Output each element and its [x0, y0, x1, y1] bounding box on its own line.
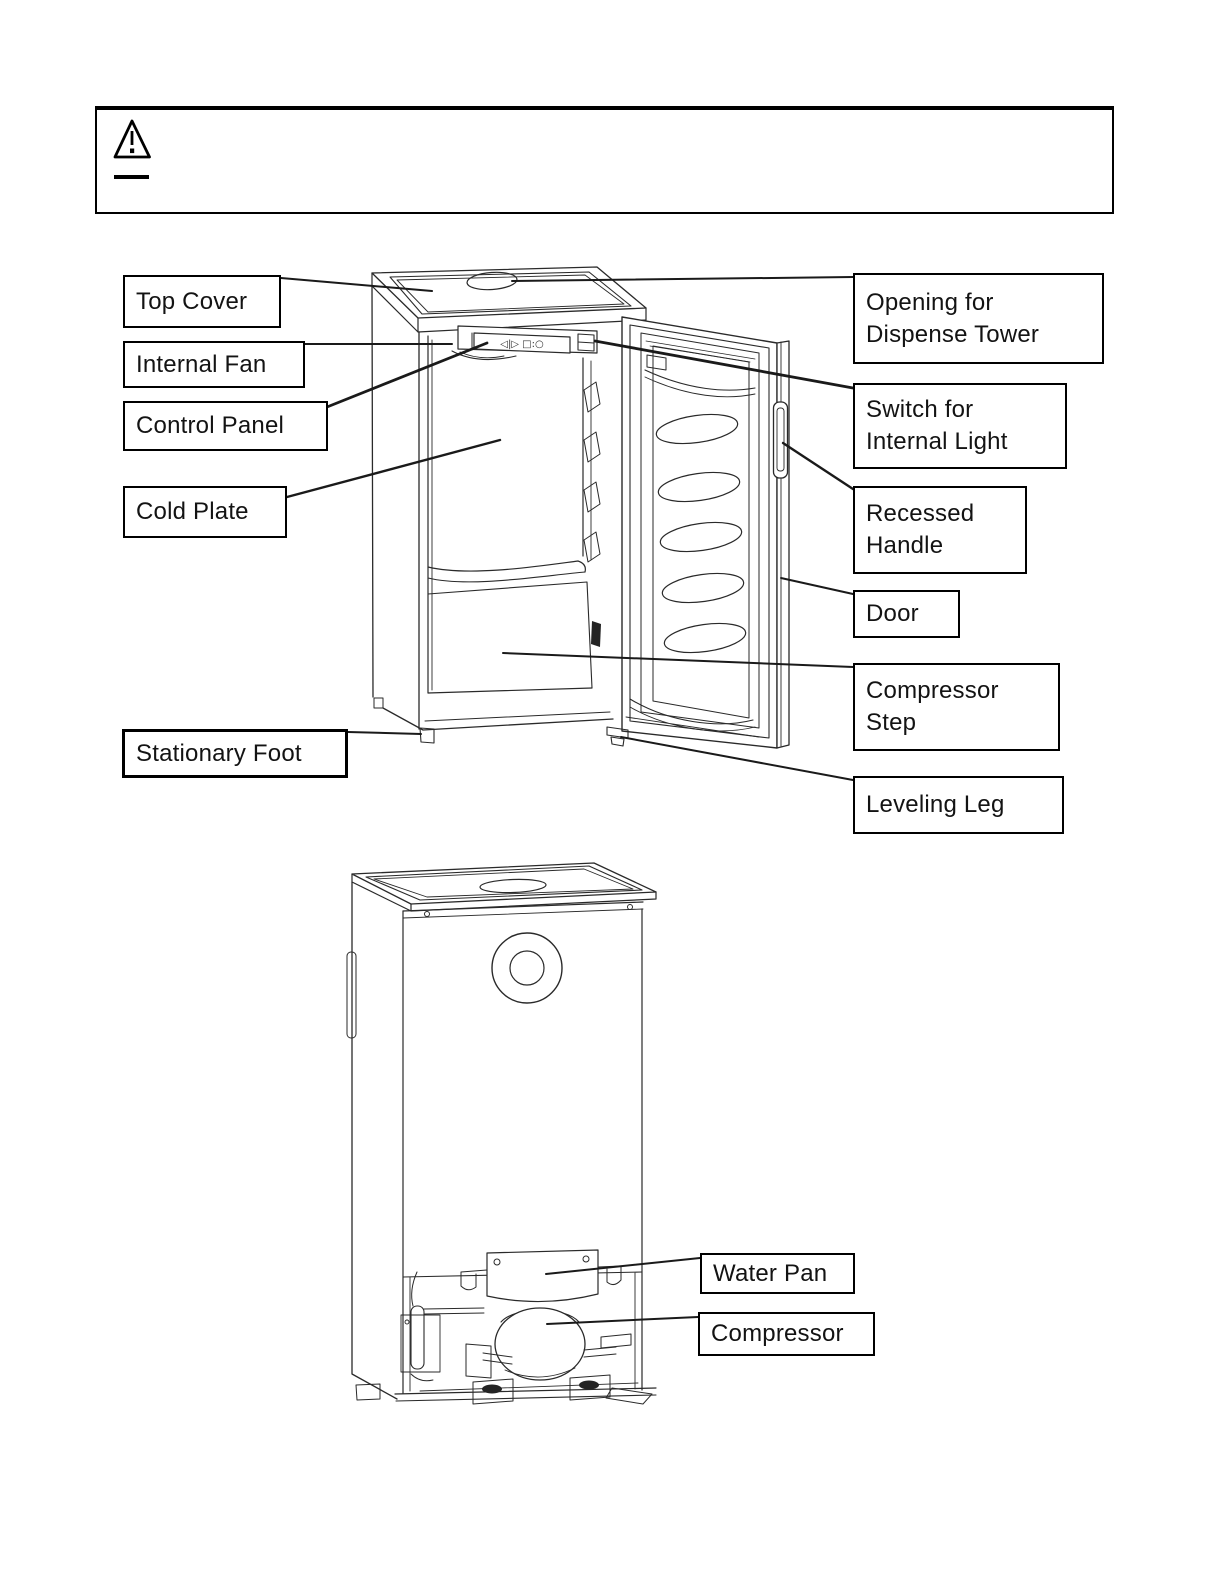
rear-top-opening-hole [480, 878, 546, 893]
water-pan-shape [487, 1250, 598, 1302]
control-panel-glyphs: ◁|▷ □:○ [500, 339, 544, 350]
leveling-leg-shape [611, 737, 624, 746]
callout-switch-for-internal-light: Switch for Internal Light [853, 383, 1067, 469]
leader-opening-for-dispense-tower [512, 277, 853, 281]
fridge-rear-view-drawing [347, 863, 656, 1404]
leader-recessed-handle [783, 443, 853, 489]
callout-cold-plate: Cold Plate [123, 486, 287, 538]
callout-recessed-handle: Recessed Handle [853, 486, 1027, 574]
recessed-handle-shape [774, 402, 788, 478]
callout-top-cover: Top Cover [123, 275, 281, 328]
rear-vent-circle [492, 933, 562, 1003]
compressor-step-ledge [428, 561, 585, 572]
interior-latch [591, 621, 601, 647]
callout-leveling-leg: Leveling Leg [853, 776, 1064, 834]
door-outline [622, 317, 777, 748]
dispense-tower-opening-hole [466, 271, 517, 291]
callout-control-panel: Control Panel [123, 401, 328, 451]
callout-stationary-foot: Stationary Foot [122, 729, 348, 778]
callout-water-pan: Water Pan [700, 1253, 855, 1294]
callout-compressor: Compressor [698, 1312, 875, 1356]
leader-control-panel [327, 343, 487, 407]
callout-opening-for-dispense-tower: Opening for Dispense Tower [853, 273, 1104, 364]
leader-door [781, 578, 853, 594]
leader-stationary-foot [348, 732, 421, 734]
callout-internal-fan: Internal Fan [123, 341, 305, 388]
callout-compressor-step: Compressor Step [853, 663, 1060, 751]
fridge-front-view-drawing [372, 267, 789, 748]
callout-door: Door [853, 590, 960, 638]
